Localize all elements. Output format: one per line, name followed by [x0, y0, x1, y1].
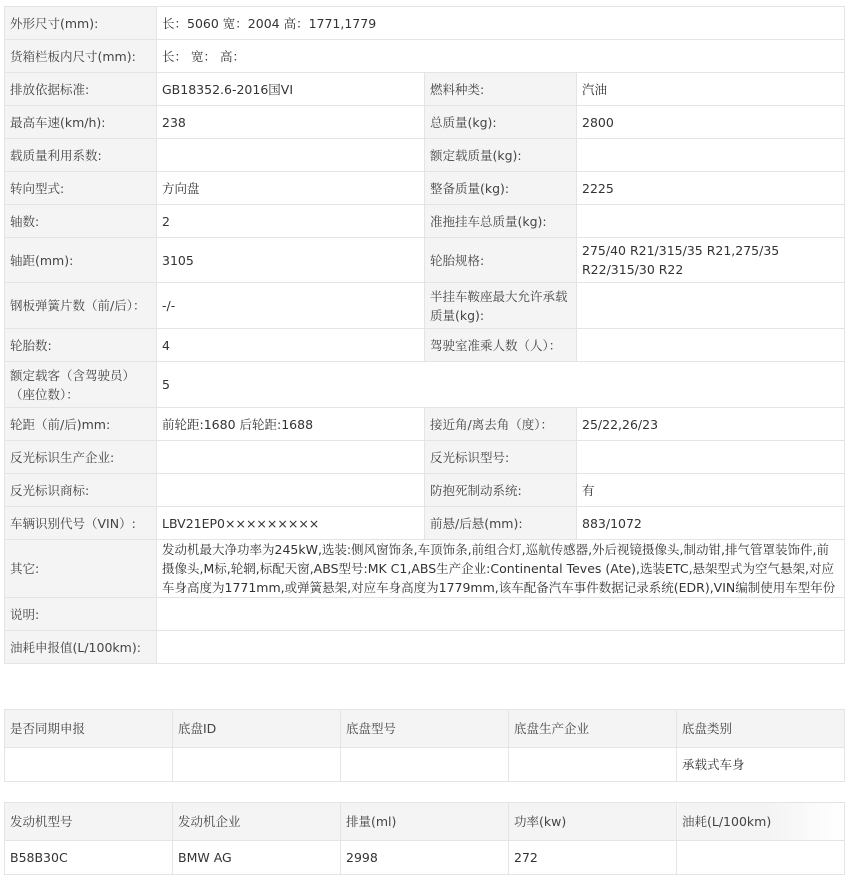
chassis-header-cell: 底盘ID [173, 710, 341, 748]
chassis-header-cell: 底盘类别 [677, 710, 845, 748]
spec-value: GB18352.6-2016国VI [157, 73, 425, 106]
chassis-table [4, 709, 845, 782]
spec-row [5, 507, 845, 540]
spec-value: 4 [157, 329, 425, 362]
spec-value: 方向盘 [157, 172, 425, 205]
engine-cell [677, 841, 845, 875]
spec-value: 25/22,26/23 [577, 408, 845, 441]
spec-row [5, 408, 845, 441]
spec-row [5, 238, 845, 283]
spec-row [5, 540, 845, 598]
spec-value [577, 205, 845, 238]
spec-label: 货箱栏板内尺寸(mm): [5, 40, 157, 73]
spec-row [5, 283, 845, 329]
engine-cell: 2998 [341, 841, 509, 875]
chassis-header-cell: 底盘生产企业 [509, 710, 677, 748]
engine-data-row [5, 841, 845, 875]
spec-row [5, 598, 845, 631]
spec-value [577, 329, 845, 362]
chassis-cell [509, 748, 677, 782]
spec-value [157, 441, 425, 474]
engine-header-cell: 发动机企业 [173, 803, 341, 841]
spec-label: 轴数: [5, 205, 157, 238]
chassis-header-cell: 是否同期申报 [5, 710, 173, 748]
spec-label: 外形尺寸(mm): [5, 7, 157, 40]
spec-label: 说明: [5, 598, 157, 631]
spec-label: 其它: [5, 540, 157, 598]
spec-value: 275/40 R21/315/35 R21,275/35 R22/315/30 R22 [577, 238, 845, 283]
vehicle-spec-table [4, 6, 845, 664]
spec-value: 3105 [157, 238, 425, 283]
spec-value: 发动机最大净功率为245kW,选装:侧风窗饰条,车顶饰条,前组合灯,巡航传感器,外后视镜摄像头,制动钳,排气管罩装饰件,前摄像头,M标,轮辋,标配天窗,ABS型号:MK C1,ABS生产企业:Continental Teves (Ate),选装ETC,悬架型式为空气悬架,对应车身高度为1771mm,或弹簧悬架,对应车身高度为1779mm,该车配备汽车事件数据记录系统(EDR),VIN编制使用车型年份 [157, 540, 845, 598]
spec-value: 2 [157, 205, 425, 238]
engine-cell: BMW AG [173, 841, 341, 875]
spec-row [5, 40, 845, 73]
spec-row [5, 205, 845, 238]
spec-value: 883/1072 [577, 507, 845, 540]
spec-label: 转向型式: [5, 172, 157, 205]
spec-label: 额定载质量(kg): [425, 139, 577, 172]
spec-value: 前轮距:1680 后轮距:1688 [157, 408, 425, 441]
engine-header-cell: 功率(kw) [509, 803, 677, 841]
spec-label: 反光标识型号: [425, 441, 577, 474]
engine-header-row [5, 803, 845, 841]
spec-label: 整备质量(kg): [425, 172, 577, 205]
spec-label: 半挂车鞍座最大允许承载质量(kg): [425, 283, 577, 329]
spec-label: 额定载客（含驾驶员）（座位数）： [5, 362, 157, 408]
spec-label: 燃料种类: [425, 73, 577, 106]
spec-value [577, 283, 845, 329]
spec-label: 车辆识别代号（VIN）: [5, 507, 157, 540]
spec-row [5, 631, 845, 664]
spec-label: 接近角/离去角（度）： [425, 408, 577, 441]
engine-header-cell: 油耗(L/100km) [677, 803, 845, 841]
spec-label: 排放依据标准: [5, 73, 157, 106]
spec-row [5, 362, 845, 408]
spec-value: -/- [157, 283, 425, 329]
spec-value [157, 474, 425, 507]
spec-value: 有 [577, 474, 845, 507]
engine-cell: B58B30C [5, 841, 173, 875]
chassis-header-cell: 底盘型号 [341, 710, 509, 748]
spec-value [157, 139, 425, 172]
spec-label: 轮胎规格: [425, 238, 577, 283]
spec-row [5, 106, 845, 139]
spec-value: 2225 [577, 172, 845, 205]
engine-header-cell: 排量(ml) [341, 803, 509, 841]
spec-value: LBV21EP0××××××××× [157, 507, 425, 540]
spec-row [5, 139, 845, 172]
spec-value: 2800 [577, 106, 845, 139]
spec-label: 驾驶室准乘人数（人）： [425, 329, 577, 362]
spec-label: 前悬/后悬(mm): [425, 507, 577, 540]
spec-value: 长：5060 宽：2004 高：1771,1779 [157, 7, 845, 40]
spec-value [157, 598, 845, 631]
spec-label: 轮胎数: [5, 329, 157, 362]
engine-cell: 272 [509, 841, 677, 875]
spec-row [5, 474, 845, 507]
spec-label: 准拖挂车总质量(kg): [425, 205, 577, 238]
spec-value [577, 139, 845, 172]
engine-header-cell: 发动机型号 [5, 803, 173, 841]
spec-label: 总质量(kg): [425, 106, 577, 139]
spec-label: 钢板弹簧片数（前/后）： [5, 283, 157, 329]
chassis-cell [341, 748, 509, 782]
spec-value [157, 631, 845, 664]
chassis-cell [5, 748, 173, 782]
spec-value [577, 441, 845, 474]
spec-row [5, 329, 845, 362]
spec-value: 238 [157, 106, 425, 139]
chassis-cell [173, 748, 341, 782]
spec-label: 轴距(mm): [5, 238, 157, 283]
chassis-cell: 承载式车身 [677, 748, 845, 782]
spec-row [5, 172, 845, 205]
spec-label: 防抱死制动系统: [425, 474, 577, 507]
engine-table [4, 802, 845, 875]
spec-label: 载质量利用系数: [5, 139, 157, 172]
spec-value: 汽油 [577, 73, 845, 106]
spec-row [5, 73, 845, 106]
spec-row [5, 7, 845, 40]
chassis-data-row [5, 748, 845, 782]
spec-row [5, 441, 845, 474]
spec-label: 油耗申报值(L/100km): [5, 631, 157, 664]
spec-label: 最高车速(km/h): [5, 106, 157, 139]
spec-label: 轮距（前/后)mm: [5, 408, 157, 441]
chassis-header-row [5, 710, 845, 748]
spec-value: 5 [157, 362, 845, 408]
spec-value: 长： 宽： 高： [157, 40, 845, 73]
spec-label: 反光标识商标: [5, 474, 157, 507]
spec-label: 反光标识生产企业: [5, 441, 157, 474]
